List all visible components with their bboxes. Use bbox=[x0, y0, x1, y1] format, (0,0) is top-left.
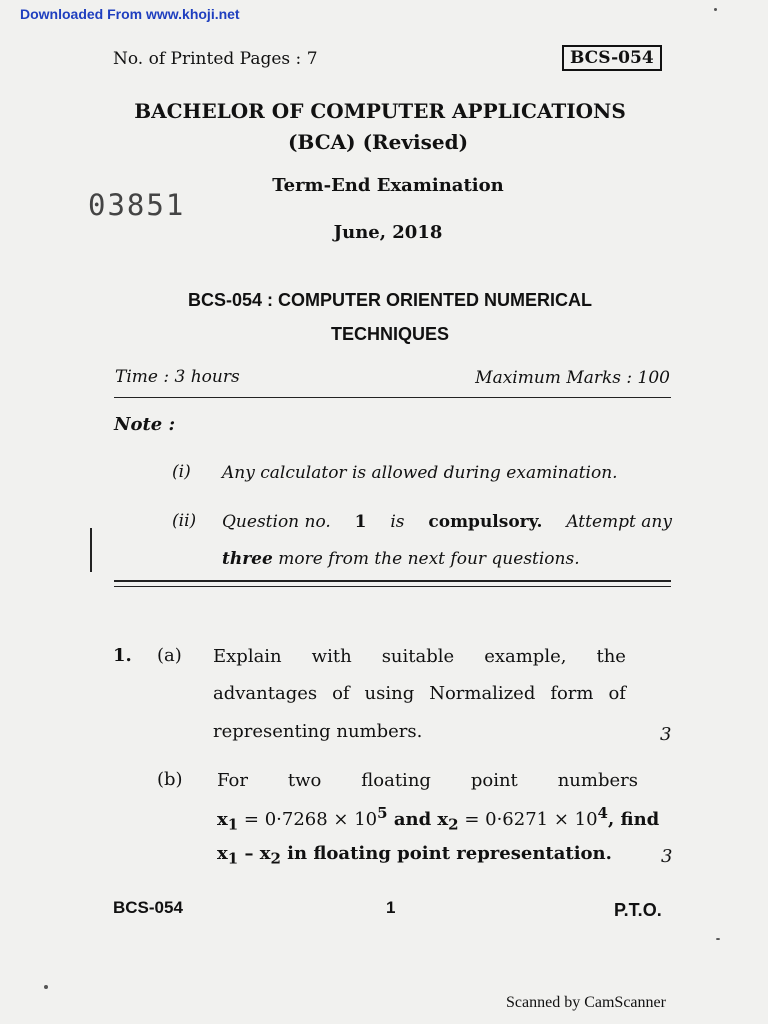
note-label: (ii) bbox=[172, 511, 197, 531]
footer-course-code: BCS-054 bbox=[113, 898, 183, 917]
formula-text: – x bbox=[238, 843, 271, 864]
subscript: 2 bbox=[270, 849, 281, 868]
superscript: 5 bbox=[377, 804, 388, 822]
footer-pto: P.T.O. bbox=[614, 900, 662, 920]
note-text: Attempt any bbox=[566, 512, 672, 532]
exam-date: June, 2018 bbox=[333, 222, 443, 243]
question-number: 1. bbox=[113, 645, 132, 666]
course-title-line2: TECHNIQUES bbox=[330, 324, 449, 344]
formula-text: = 0·7268 × 10 bbox=[238, 809, 378, 830]
word: of bbox=[608, 683, 626, 704]
course-code-box: BCS-054 bbox=[562, 45, 662, 71]
note-text: 1 bbox=[354, 512, 367, 532]
note-text: more from the next four questions. bbox=[278, 549, 580, 569]
formula-text: and x bbox=[387, 809, 449, 830]
scan-speck bbox=[714, 8, 717, 11]
question-formula bbox=[217, 804, 659, 834]
question-marks: 3 bbox=[661, 846, 673, 867]
note-text-bold: compulsory. bbox=[428, 512, 543, 532]
question-part-label: (b) bbox=[157, 769, 183, 790]
scanner-watermark: Scanned by CamScanner bbox=[506, 994, 666, 1011]
exam-time: Time : 3 hours bbox=[115, 367, 240, 387]
note-text: Any calculator is allowed during examination. bbox=[222, 463, 618, 483]
divider bbox=[114, 586, 671, 587]
question-line bbox=[213, 646, 626, 667]
word: floating bbox=[361, 770, 431, 791]
course-title-line1: BCS-054 : COMPUTER ORIENTED NUMERICAL bbox=[187, 290, 593, 310]
note-heading: Note : bbox=[114, 414, 176, 435]
var: x bbox=[217, 809, 228, 830]
question-marks: 3 bbox=[660, 724, 672, 745]
formula-text: = 0·6271 × 10 bbox=[458, 809, 598, 830]
word: Explain bbox=[213, 646, 282, 667]
program-subtitle: (BCA) (Revised) bbox=[287, 130, 469, 154]
note-text-line2 bbox=[222, 549, 580, 569]
word: example, bbox=[484, 646, 567, 667]
subscript: 1 bbox=[227, 849, 239, 868]
word: suitable bbox=[381, 646, 455, 667]
note-text: is bbox=[390, 512, 405, 532]
footer-page-number: 1 bbox=[386, 898, 396, 917]
superscript: 4 bbox=[597, 804, 608, 822]
word: of bbox=[332, 683, 350, 704]
question-line: representing numbers. bbox=[213, 721, 423, 742]
program-title: BACHELOR OF COMPUTER APPLICATIONS bbox=[134, 99, 626, 123]
exam-type: Term-End Examination bbox=[272, 175, 504, 196]
printed-pages: No. of Printed Pages : 7 bbox=[113, 49, 318, 69]
margin-mark bbox=[90, 528, 92, 572]
divider bbox=[114, 580, 671, 582]
subscript: 1 bbox=[227, 815, 239, 834]
subscript: 2 bbox=[448, 815, 459, 834]
question-part-label: (a) bbox=[157, 645, 182, 666]
word: advantages bbox=[213, 683, 318, 704]
word: form bbox=[550, 683, 594, 704]
word: point bbox=[470, 770, 518, 791]
divider bbox=[114, 397, 671, 398]
word: with bbox=[311, 646, 352, 667]
scan-speck bbox=[44, 985, 48, 989]
max-marks: Maximum Marks : 100 bbox=[475, 368, 670, 388]
note-text: Question no. bbox=[222, 512, 331, 532]
note-text-bold: three bbox=[222, 549, 273, 569]
note-label: (i) bbox=[172, 462, 191, 482]
serial-number-stamp: 03851 bbox=[88, 188, 186, 222]
word: For bbox=[217, 770, 248, 791]
question-line bbox=[217, 770, 638, 791]
note-text-line1 bbox=[222, 512, 672, 532]
formula-text: , find bbox=[607, 809, 660, 830]
word: numbers bbox=[557, 770, 638, 791]
scan-speck bbox=[716, 938, 720, 940]
formula-text: in floating point representation. bbox=[280, 843, 612, 864]
word: two bbox=[287, 770, 322, 791]
var: x bbox=[217, 843, 228, 864]
source-link[interactable]: Downloaded From www.khoji.net bbox=[20, 6, 240, 22]
question-line bbox=[213, 683, 626, 704]
question-formula bbox=[217, 843, 612, 868]
word: Normalized bbox=[429, 683, 536, 704]
word: the bbox=[596, 646, 626, 667]
word: using bbox=[364, 683, 415, 704]
